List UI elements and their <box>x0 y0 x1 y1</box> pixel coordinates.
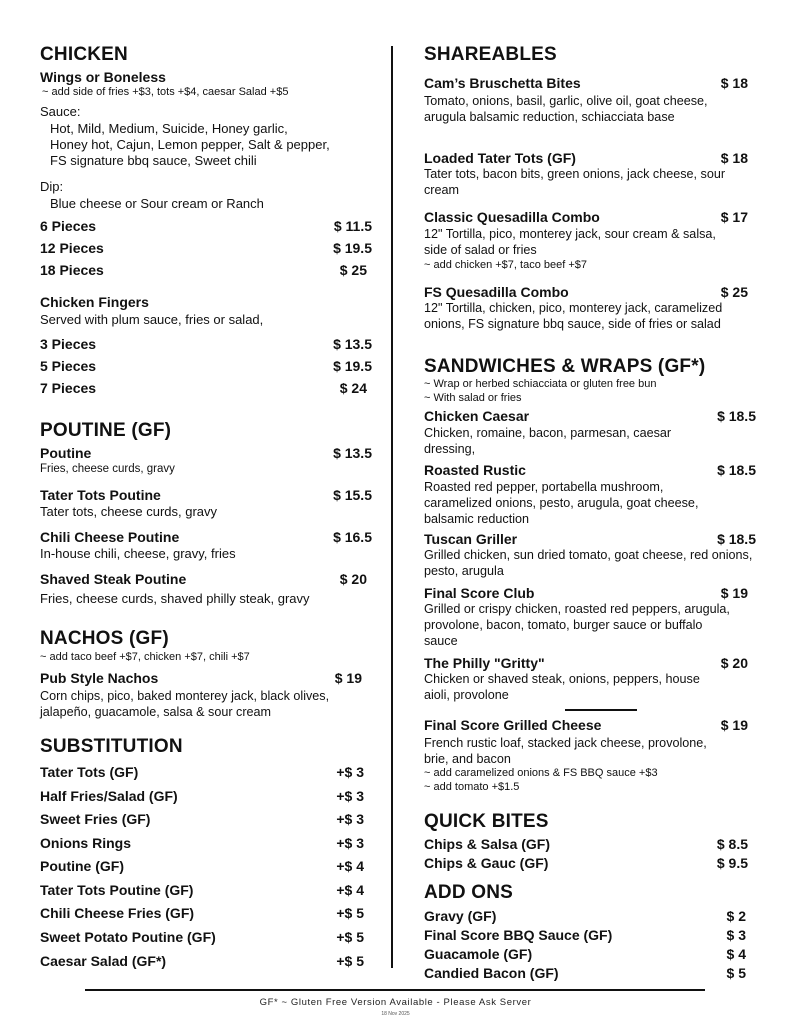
item-price: $ 19 <box>334 670 362 686</box>
size-label: 5 Pieces <box>40 358 97 374</box>
item-name: Candied Bacon (GF) <box>424 965 559 981</box>
item-name: Tater Tots Poutine (GF) <box>40 882 194 898</box>
item-price: $ 18 <box>720 150 748 166</box>
item-name: Guacamole (GF) <box>424 946 533 962</box>
item-name: Loaded Tater Tots (GF) <box>424 150 576 166</box>
item-price: +$ 3 <box>336 764 364 780</box>
wings-note: ~ add side of fries +$3, tots +$4, caesar Salad +$5 <box>42 86 289 98</box>
item-name: FS Quesadilla Combo <box>424 284 569 300</box>
separator-rule <box>565 709 637 711</box>
item-price: $ 4 <box>726 946 746 962</box>
item-name: Shaved Steak Poutine <box>40 571 187 587</box>
item-desc: Fries, cheese curds, shaved philly steak, gravy <box>40 591 310 606</box>
item-price: +$ 5 <box>336 905 364 921</box>
footer-date: 18 Nov 2025 <box>381 1011 410 1017</box>
item-name: Chips & Gauc (GF) <box>424 855 549 871</box>
section-title-nachos: NACHOS (GF) <box>40 628 169 649</box>
column-divider <box>391 46 393 968</box>
item-desc: Grilled or crispy chicken, roasted red peppers, arugula, provolone, bacon, tomato, burger sauce or buffalo sauce <box>424 602 730 648</box>
size-price: $ 19.5 <box>333 240 372 256</box>
item-price: $ 20 <box>339 571 367 587</box>
item-note: ~ add tomato +$1.5 <box>424 781 520 793</box>
item-price: $ 18 <box>720 75 748 91</box>
item-price: $ 13.5 <box>333 445 372 461</box>
dip-options: Blue cheese or Sour cream or Ranch <box>50 196 264 211</box>
section-title-add-ons: ADD ONS <box>424 882 514 903</box>
item-name: Sweet Potato Poutine (GF) <box>40 929 216 945</box>
item-price: $ 9.5 <box>716 855 748 871</box>
item-name: The Philly "Gritty" <box>424 655 545 671</box>
section-title-shareables: SHAREABLES <box>424 44 557 65</box>
item-desc: Tomato, onions, basil, garlic, olive oil, goat cheese, arugula balsamic reduction, schiacciata base <box>424 94 708 124</box>
item-note: ~ add chicken +$7, taco beef +$7 <box>424 259 587 271</box>
dip-label: Dip: <box>40 179 64 194</box>
size-price: $ 13.5 <box>333 336 372 352</box>
item-name: Chili Cheese Poutine <box>40 529 180 545</box>
section-title-poutine: POUTINE (GF) <box>40 420 172 441</box>
item-price: +$ 4 <box>336 858 364 874</box>
item-price: $ 19 <box>720 585 748 601</box>
item-price: $ 17 <box>720 209 748 225</box>
item-desc: Chicken, romaine, bacon, parmesan, caesar dressing, <box>424 426 672 456</box>
item-desc: Grilled chicken, sun dried tomato, goat cheese, red onions, pesto, arugula <box>424 548 753 578</box>
item-name: Final Score BBQ Sauce (GF) <box>424 927 613 943</box>
item-price: $ 18.5 <box>717 408 756 424</box>
item-desc: 12" Tortilla, pico, monterey jack, sour cream & salsa, side of salad or fries <box>424 227 716 257</box>
item-price: $ 5 <box>726 965 746 981</box>
item-price: +$ 3 <box>336 811 364 827</box>
item-name: Chips & Salsa (GF) <box>424 836 551 852</box>
item-price: $ 8.5 <box>716 836 748 852</box>
section-title-chicken: CHICKEN <box>40 44 128 65</box>
nachos-note: ~ add taco beef +$7, chicken +$7, chili +$7 <box>40 651 250 663</box>
item-price: $ 15.5 <box>333 487 372 503</box>
item-price: +$ 4 <box>336 882 364 898</box>
sauce-label: Sauce: <box>40 104 81 119</box>
sauce-options-3: FS signature bbq sauce, Sweet chili <box>50 153 257 168</box>
item-name: Classic Quesadilla Combo <box>424 209 600 225</box>
item-name: Roasted Rustic <box>424 462 526 478</box>
item-desc: Chicken or shaved steak, onions, peppers, house aioli, provolone <box>424 672 700 702</box>
chicken-fingers-desc: Served with plum sauce, fries or salad, <box>40 312 264 327</box>
sauce-options-1: Hot, Mild, Medium, Suicide, Honey garlic, <box>50 121 288 136</box>
size-label: 7 Pieces <box>40 380 97 396</box>
item-desc: Fries, cheese curds, gravy <box>40 463 175 475</box>
item-desc: Corn chips, pico, baked monterey jack, black olives, jalapeño, guacamole, salsa & sour cream <box>40 689 330 719</box>
item-price: $ 18.5 <box>717 531 756 547</box>
item-desc: Roasted red pepper, portabella mushroom, caramelized onions, pesto, arugula, goat cheese, balsamic reduction <box>424 480 699 526</box>
footer-rule <box>85 989 705 991</box>
size-label: 18 Pieces <box>40 262 104 278</box>
item-name: Final Score Club <box>424 585 535 601</box>
item-name: Tater Tots Poutine <box>40 487 161 503</box>
item-name: Poutine <box>40 445 92 461</box>
item-name: Half Fries/Salad (GF) <box>40 788 178 804</box>
section-title-substitution: SUBSTITUTION <box>40 736 183 757</box>
item-price: +$ 5 <box>336 929 364 945</box>
item-price: +$ 3 <box>336 788 364 804</box>
item-name: Poutine (GF) <box>40 858 124 874</box>
item-name: Onions Rings <box>40 835 131 851</box>
sandwiches-note-1: ~ Wrap or herbed schiacciata or gluten free bun <box>424 378 657 390</box>
item-name-wings: Wings or Boneless <box>40 69 166 85</box>
section-title-sandwiches: SANDWICHES & WRAPS (GF*) <box>424 356 706 377</box>
item-note: ~ add caramelized onions & FS BBQ sauce +$3 <box>424 767 658 779</box>
size-label: 12 Pieces <box>40 240 104 256</box>
item-desc: 12" Tortilla, chicken, pico, monterey jack, caramelized onions, FS signature bbq sauce, side of fries or salad <box>424 301 723 331</box>
item-price: +$ 3 <box>336 835 364 851</box>
item-name: Sweet Fries (GF) <box>40 811 151 827</box>
item-desc: Tater tots, cheese curds, gravy <box>40 504 218 519</box>
item-name: Chicken Caesar <box>424 408 530 424</box>
item-name: Caesar Salad (GF*) <box>40 953 167 969</box>
item-name: Pub Style Nachos <box>40 670 159 686</box>
item-price: +$ 5 <box>336 953 364 969</box>
sandwiches-note-2: ~ With salad or fries <box>424 392 522 404</box>
item-name: Chili Cheese Fries (GF) <box>40 905 195 921</box>
footer-gf-note: GF* ~ Gluten Free Version Available - Please Ask Server <box>259 997 532 1008</box>
size-price: $ 19.5 <box>333 358 372 374</box>
item-name-chicken-fingers: Chicken Fingers <box>40 294 149 310</box>
item-price: $ 18.5 <box>717 462 756 478</box>
item-name: Tuscan Griller <box>424 531 518 547</box>
size-label: 3 Pieces <box>40 336 97 352</box>
size-price: $ 25 <box>339 262 367 278</box>
item-price: $ 16.5 <box>333 529 372 545</box>
sauce-options-2: Honey hot, Cajun, Lemon pepper, Salt & pepper, <box>50 137 330 152</box>
item-name: Gravy (GF) <box>424 908 497 924</box>
item-name: Cam’s Bruschetta Bites <box>424 75 581 91</box>
item-price: $ 25 <box>720 284 748 300</box>
section-title-quick-bites: QUICK BITES <box>424 811 549 832</box>
item-name: Tater Tots (GF) <box>40 764 139 780</box>
item-price: $ 19 <box>720 717 748 733</box>
item-price: $ 2 <box>726 908 746 924</box>
item-desc: French rustic loaf, stacked jack cheese, provolone, brie, and bacon <box>424 736 707 766</box>
size-price: $ 24 <box>339 380 367 396</box>
size-label: 6 Pieces <box>40 218 97 234</box>
item-desc: Tater tots, bacon bits, green onions, jack cheese, sour cream <box>424 167 726 197</box>
item-price: $ 3 <box>726 927 746 943</box>
item-desc: In-house chili, cheese, gravy, fries <box>40 546 236 561</box>
size-price: $ 11.5 <box>333 218 372 234</box>
item-name: Final Score Grilled Cheese <box>424 717 602 733</box>
item-price: $ 20 <box>720 655 748 671</box>
